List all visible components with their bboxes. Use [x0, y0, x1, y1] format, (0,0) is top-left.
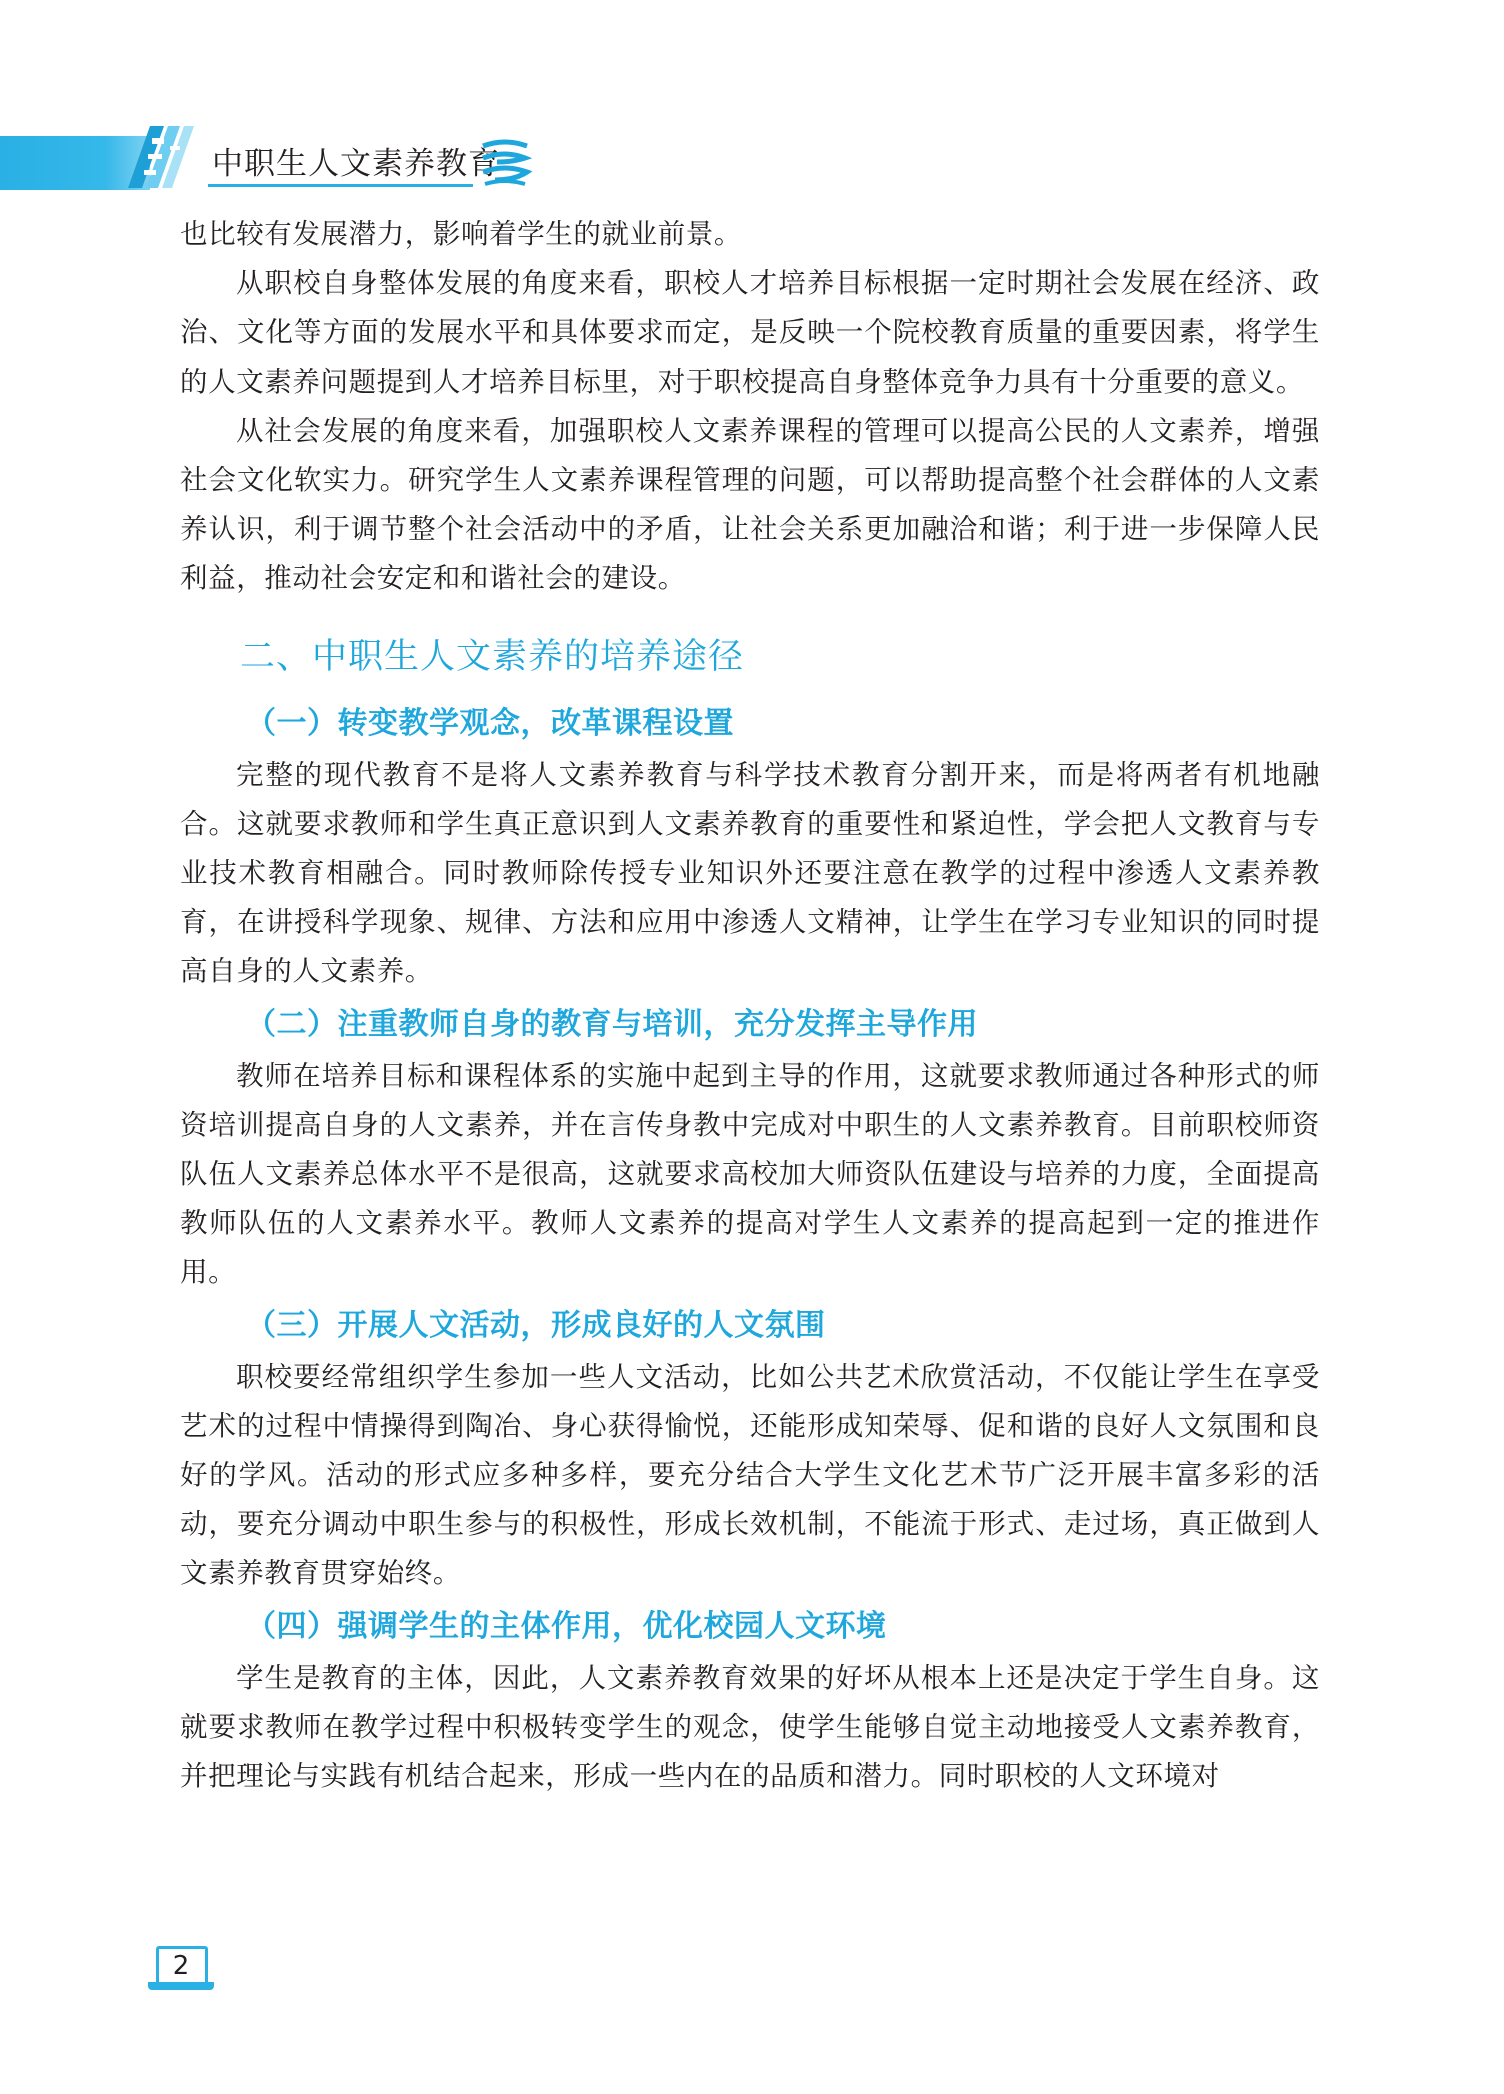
paragraph: 职校要经常组织学生参加一些人文活动，比如公共艺术欣赏活动，不仅能让学生在享受艺术的过程中情操得到陶冶、身心获得愉悦，还能形成知荣辱、促和谐的良好人文氛围和良好的学风。活动的形式应多种多样，要充分结合大学生文化艺术节广泛开展丰富多彩的活动，要充分调动中职生参与的积极性，形成长效机制，不能流于形式、走过场，真正做到人文素养教育贯穿始终。 [180, 1360, 1320, 1590]
page-header [0, 118, 1504, 198]
paragraph: 学生是教育的主体，因此，人文素养教育效果的好坏从根本上还是决定于学生自身。这就要求教师在教学过程中积极转变学生的观念，使学生能够自觉主动地接受人文素养教育，并把理论与实践有机结合起来，形成一些内在的品质和潜力。同时职校的人文环境对 [180, 1661, 1320, 1793]
paragraph: 教师在培养目标和课程体系的实施中起到主导的作用，这就要求教师通过各种形式的师资培训提高自身的人文素养，并在言传身教中完成对中职生的人文素养教育。目前职校师资队伍人文素养总体水平不是很高，这就要求高校加大师资队伍建设与培养的力度，全面提高教师队伍的人文素养水平。教师人文素养的提高对学生人文素养的提高起到一定的推进作用。 [180, 1059, 1320, 1289]
section-heading: 二、中职生人文素养的培养途径 [240, 636, 745, 677]
paragraph: 从职校自身整体发展的角度来看，职校人才培养目标根据一定时期社会发展在经济、政治、文化等方面的发展水平和具体要求而定，是反映一个院校教育质量的重要因素，将学生的人文素养问题提到人才培养目标里，对于职校提高自身整体竞争力具有十分重要的意义。 [180, 267, 1320, 398]
subsection-heading: （一）转变教学观念，改革课程设置 [246, 705, 734, 741]
page-number-text: 2 [172, 1951, 190, 1981]
book-stack-decoration-icon [120, 118, 220, 198]
book-logo-icon [475, 132, 535, 192]
paragraph: 完整的现代教育不是将人文素养教育与科学技术教育分割开来，而是将两者有机地融合。这就要求教师和学生真正意识到人文素养教育的重要性和紧迫性，学会把人文教育与专业技术教育相融合。同时教师除传授专业知识外还要注意在教学的过程中渗透人文素养教育，在讲授科学现象、规律、方法和应用中渗透人文精神，让学生在学习专业知识的同时提高自身的人文素养。 [180, 758, 1320, 988]
paragraph: 也比较有发展潜力，影响着学生的就业前景。 [180, 218, 742, 250]
page-number [148, 1942, 214, 2000]
subsection-heading: （四）强调学生的主体作用，优化校园人文环境 [246, 1608, 887, 1644]
book-title: 中职生人文素养教育 [212, 146, 500, 182]
paragraph: 从社会发展的角度来看，加强职校人文素养课程的管理可以提高公民的人文素养，增强社会文化软实力。研究学生人文素养课程管理的问题，可以帮助提高整个社会群体的人文素养认识，利于调节整个社会活动中的矛盾，让社会关系更加融洽和谐；利于进一步保障人民利益，推动社会安定和和谐社会的建设。 [180, 414, 1320, 595]
header-underline [208, 184, 473, 187]
subsection-heading: （三）开展人文活动，形成良好的人文氛围 [246, 1307, 826, 1343]
subsection-heading: （二）注重教师自身的教育与培训，充分发挥主导作用 [246, 1006, 978, 1042]
page-content [180, 210, 1320, 1801]
